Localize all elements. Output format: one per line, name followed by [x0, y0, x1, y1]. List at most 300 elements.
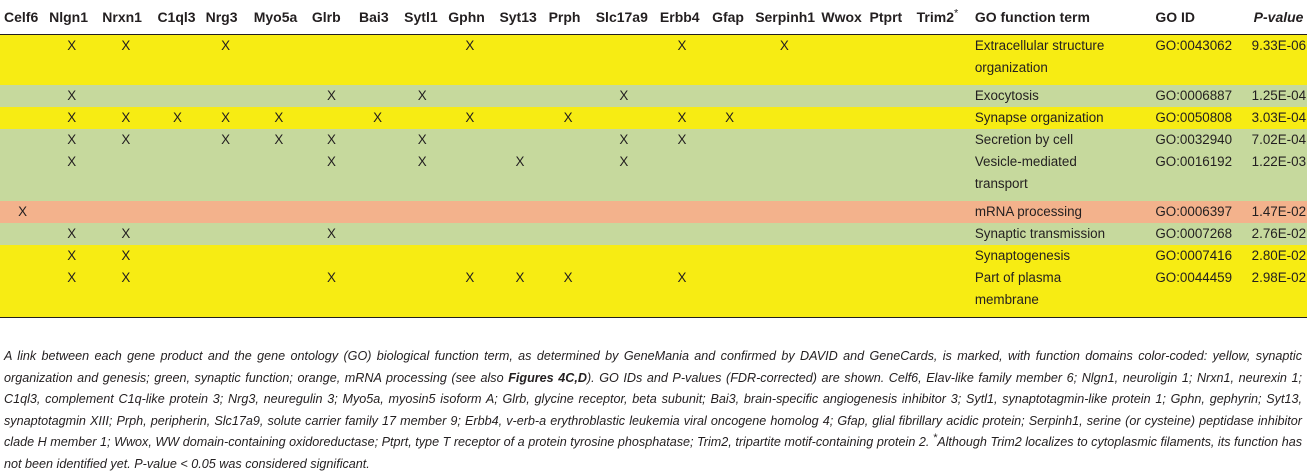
cell-myo5a [250, 223, 308, 245]
cell-bai3 [355, 245, 400, 267]
link-mark: X [67, 248, 77, 263]
caption-text-3: Although Trim2 localizes to cytoplasmic filaments, its function has not been identified yet. P-value < 0.05 was considered significant. [4, 435, 1303, 471]
link-mark: X [417, 132, 427, 147]
link-mark: X [221, 38, 231, 53]
cell-myo5a [250, 35, 308, 86]
gene-header-syt13 [495, 0, 544, 35]
link-mark: X [67, 154, 77, 169]
link-mark: X [67, 226, 77, 241]
cell-slc17a9 [592, 267, 656, 318]
cell-serpinh1 [751, 223, 817, 245]
cell-myo5a [250, 129, 308, 151]
cell-trim2 [913, 201, 971, 223]
cell-trim2 [913, 245, 971, 267]
cell-sytl1 [400, 129, 444, 151]
gene-header-glrb [308, 0, 355, 35]
go-term-cell [971, 151, 1152, 201]
link-mark: X [326, 154, 336, 169]
cell-nrg3 [202, 267, 250, 318]
cell-prph [545, 223, 592, 245]
cell-nlgn1 [45, 107, 98, 129]
cell-gfap [708, 245, 751, 267]
cell-nrg3 [202, 35, 250, 86]
link-mark: X [779, 38, 789, 53]
cell-syt13 [495, 85, 544, 107]
cell-trim2 [913, 267, 971, 318]
go-term-line: Secretion by cell [974, 132, 1074, 147]
cell-serpinh1 [751, 35, 817, 86]
cell-bai3 [355, 223, 400, 245]
cell-wwox [817, 35, 865, 86]
link-mark: X [18, 204, 28, 219]
cell-bai3 [355, 267, 400, 318]
cell-gphn [444, 201, 495, 223]
cell-bai3 [355, 35, 400, 86]
go-id-cell: GO:0032940 [1151, 129, 1249, 151]
gene-header-serpinh1 [751, 0, 817, 35]
link-mark: X [67, 270, 77, 285]
pvalue-cell: 1.47E-02 [1250, 201, 1307, 223]
cell-gphn [444, 129, 495, 151]
pvalue-cell: 7.02E-04 [1250, 129, 1307, 151]
cell-nrxn1 [98, 245, 153, 267]
cell-sytl1 [400, 35, 444, 86]
go-term-cell [971, 107, 1152, 129]
gene-label: Myo5a [253, 9, 298, 25]
cell-myo5a [250, 107, 308, 129]
cell-ptprt [866, 267, 913, 318]
trim2-footnote-mark: * [954, 7, 959, 20]
cell-glrb [308, 151, 355, 201]
go-term-line: Synaptic transmission [974, 226, 1106, 241]
link-mark: X [121, 132, 131, 147]
table-caption [4, 346, 1302, 475]
link-mark: X [121, 248, 131, 263]
cell-serpinh1 [751, 267, 817, 318]
cell-bai3 [355, 107, 400, 129]
cell-glrb [308, 129, 355, 151]
cell-sytl1 [400, 267, 444, 318]
cell-celf6 [0, 85, 45, 107]
pvalue-header: P-value [1253, 9, 1304, 25]
gene-header-sytl1 [400, 0, 444, 35]
gene-header-trim2 [913, 0, 971, 35]
pvalue-cell: 2.76E-02 [1250, 223, 1307, 245]
cell-c1ql3 [153, 151, 201, 201]
go-term-cell [971, 85, 1152, 107]
cell-sytl1 [400, 107, 444, 129]
cell-c1ql3 [153, 201, 201, 223]
cell-celf6 [0, 267, 45, 318]
cell-gphn [444, 35, 495, 86]
cell-nlgn1 [45, 151, 98, 201]
cell-nlgn1 [45, 267, 98, 318]
link-mark: X [677, 132, 687, 147]
link-mark: X [326, 270, 336, 285]
footnote-mark: * [932, 431, 938, 444]
link-mark: X [121, 110, 131, 125]
cell-erbb4 [656, 267, 708, 318]
cell-glrb [308, 35, 355, 86]
link-mark: X [417, 154, 427, 169]
go-id-cell: GO:0016192 [1151, 151, 1249, 201]
go-term-line: Synaptogenesis [974, 248, 1071, 263]
cell-serpinh1 [751, 129, 817, 151]
link-mark: X [417, 88, 427, 103]
go-id-header: GO ID [1155, 9, 1196, 25]
cell-nlgn1 [45, 245, 98, 267]
cell-nlgn1 [45, 85, 98, 107]
link-mark: X [274, 132, 284, 147]
caption-text-2: ). GO IDs and P-values (FDR-corrected) are shown. Celf6, Elav-like family member 6; Nlgn1, neuroligin 1; Nrxn1, neurexin 1; C1ql3, complement C1q-like protein 3; Nrg3, neuregulin 3; Myo5a, myosin5 isoform A; Glrb, glycine receptor, beta subunit; Bai3, brain-specific angiogenesis inhibitor 3; Sytl1, synaptotagmin-like protein 1; Gphn, gephyrin; Syt13, synaptotagmin XIII; Prph, peripherin, Slc17a9, solute carrier family 17 member 9; Erbb4, v-erb-a erythroblastic leukemia viral oncogene homolog 4; Gfap, glial fibrillary acidic protein; Serpinh1, serine (or cysteine) peptidase inhibitor clade H member 1; Wwox, WW domain-containing oxidoreductase; Ptprt, type T receptor of a protein tyrosine phosphatase; Trim2, tripartite motif-containing protein 2. [4, 370, 1303, 449]
cell-nrg3 [202, 107, 250, 129]
gene-header-wwox [817, 0, 865, 35]
cell-bai3 [355, 201, 400, 223]
cell-erbb4 [656, 35, 708, 86]
cell-serpinh1 [751, 85, 817, 107]
cell-prph [545, 201, 592, 223]
cell-nlgn1 [45, 35, 98, 86]
cell-prph [545, 245, 592, 267]
cell-nrxn1 [98, 129, 153, 151]
cell-gfap [708, 85, 751, 107]
cell-prph [545, 129, 592, 151]
cell-trim2 [913, 151, 971, 201]
cell-nlgn1 [45, 223, 98, 245]
cell-trim2 [913, 35, 971, 86]
cell-prph [545, 85, 592, 107]
cell-nrxn1 [98, 201, 153, 223]
cell-celf6 [0, 151, 45, 201]
cell-celf6 [0, 223, 45, 245]
cell-serpinh1 [751, 151, 817, 201]
cell-erbb4 [656, 201, 708, 223]
cell-myo5a [250, 267, 308, 318]
gene-label: C1ql3 [157, 9, 196, 25]
cell-wwox [817, 245, 865, 267]
cell-trim2 [913, 129, 971, 151]
cell-myo5a [250, 201, 308, 223]
link-mark: X [563, 110, 573, 125]
cell-c1ql3 [153, 245, 201, 267]
cell-erbb4 [656, 129, 708, 151]
cell-gphn [444, 85, 495, 107]
cell-syt13 [495, 151, 544, 201]
go-term-cell [971, 223, 1152, 245]
cell-prph [545, 267, 592, 318]
gene-label: Ptprt [869, 9, 903, 25]
cell-ptprt [866, 35, 913, 86]
cell-ptprt [866, 223, 913, 245]
cell-trim2 [913, 85, 971, 107]
gene-label: Gphn [448, 9, 485, 25]
table-row [0, 85, 1307, 107]
link-mark: X [465, 38, 475, 53]
cell-prph [545, 151, 592, 201]
link-mark: X [121, 270, 131, 285]
gene-label: Nrxn1 [102, 9, 142, 25]
gene-header-bai3 [355, 0, 400, 35]
cell-serpinh1 [751, 201, 817, 223]
cell-wwox [817, 267, 865, 318]
cell-syt13 [495, 107, 544, 129]
table-row [0, 267, 1307, 318]
go-term-line: Exocytosis [974, 88, 1039, 103]
link-mark: X [619, 88, 629, 103]
cell-slc17a9 [592, 245, 656, 267]
go-term-cell [971, 267, 1152, 318]
link-mark: X [221, 132, 231, 147]
pvalue-cell: 1.22E-03 [1250, 151, 1307, 201]
pvalue-cell: 3.03E-04 [1250, 107, 1307, 129]
cell-gfap [708, 107, 751, 129]
cell-c1ql3 [153, 107, 201, 129]
cell-wwox [817, 85, 865, 107]
table-row [0, 107, 1307, 129]
gene-label: Celf6 [4, 9, 39, 25]
link-mark: X [515, 154, 525, 169]
gene-label: Nlgn1 [49, 9, 89, 25]
cell-sytl1 [400, 245, 444, 267]
cell-myo5a [250, 151, 308, 201]
gene-header-nrxn1 [98, 0, 153, 35]
cell-c1ql3 [153, 129, 201, 151]
gene-header-celf6 [0, 0, 45, 35]
go-term-line: membrane [974, 292, 1039, 307]
go-id-cell: GO:0044459 [1151, 267, 1249, 318]
gene-header-ptprt [866, 0, 913, 35]
link-mark: X [326, 132, 336, 147]
cell-prph [545, 35, 592, 86]
pvalue-cell: 2.80E-02 [1250, 245, 1307, 267]
go-term-line: Part of plasma [974, 270, 1062, 285]
cell-syt13 [495, 35, 544, 86]
cell-slc17a9 [592, 107, 656, 129]
caption-text-1: A link between each gene product and the gene ontology (GO) biological function term, as determined by GeneMania and confirmed by DAVID and GeneCards, is marked, with function domains color-coded: yellow, synaptic organization and genesis; green, synaptic function; orange, mRNA processing (see also [4, 349, 1302, 385]
cell-erbb4 [656, 151, 708, 201]
cell-wwox [817, 223, 865, 245]
cell-slc17a9 [592, 85, 656, 107]
cell-gphn [444, 151, 495, 201]
go-term-cell [971, 201, 1152, 223]
go-id-cell: GO:0006887 [1151, 85, 1249, 107]
cell-gfap [708, 129, 751, 151]
cell-c1ql3 [153, 267, 201, 318]
cell-wwox [817, 201, 865, 223]
cell-nrg3 [202, 245, 250, 267]
cell-nrg3 [202, 151, 250, 201]
gene-header-prph [545, 0, 592, 35]
gene-header-gfap [708, 0, 751, 35]
cell-erbb4 [656, 245, 708, 267]
gene-header-erbb4 [656, 0, 708, 35]
table-row [0, 201, 1307, 223]
cell-gfap [708, 35, 751, 86]
link-mark: X [465, 110, 475, 125]
link-mark: X [121, 226, 131, 241]
link-mark: X [173, 110, 182, 125]
gene-label: Bai3 [359, 9, 389, 25]
link-mark: X [373, 110, 383, 125]
cell-slc17a9 [592, 35, 656, 86]
go-term-line: Vesicle-mediated [974, 154, 1077, 169]
cell-celf6 [0, 201, 45, 223]
go-term-cell [971, 35, 1152, 86]
cell-nrxn1 [98, 267, 153, 318]
figure-reference: Figures 4C,D [508, 370, 587, 385]
gene-header-nlgn1 [45, 0, 98, 35]
go-term-line: Synapse organization [974, 110, 1104, 125]
cell-sytl1 [400, 223, 444, 245]
cell-sytl1 [400, 201, 444, 223]
gene-label: Trim2 [916, 9, 955, 25]
cell-ptprt [866, 129, 913, 151]
link-mark: X [67, 110, 77, 125]
go-id-cell: GO:0007416 [1151, 245, 1249, 267]
link-mark: X [221, 110, 231, 125]
cell-nlgn1 [45, 201, 98, 223]
go-term-line: mRNA processing [974, 204, 1082, 219]
cell-glrb [308, 201, 355, 223]
cell-wwox [817, 151, 865, 201]
table-row [0, 129, 1307, 151]
cell-nrxn1 [98, 107, 153, 129]
link-mark: X [619, 154, 629, 169]
link-mark: X [121, 38, 131, 53]
cell-syt13 [495, 129, 544, 151]
link-mark: X [725, 110, 735, 125]
cell-ptprt [866, 85, 913, 107]
cell-trim2 [913, 107, 971, 129]
link-mark: X [619, 132, 629, 147]
gene-label: Glrb [311, 9, 341, 25]
cell-glrb [308, 107, 355, 129]
cell-nrg3 [202, 223, 250, 245]
cell-erbb4 [656, 223, 708, 245]
cell-glrb [308, 85, 355, 107]
cell-c1ql3 [153, 35, 201, 86]
link-mark: X [67, 132, 77, 147]
cell-glrb [308, 223, 355, 245]
link-mark: X [67, 38, 77, 53]
cell-erbb4 [656, 85, 708, 107]
cell-slc17a9 [592, 201, 656, 223]
link-mark: X [677, 110, 687, 125]
go-id-cell: GO:0050808 [1151, 107, 1249, 129]
cell-ptprt [866, 151, 913, 201]
go-term-line: organization [974, 60, 1048, 75]
pvalue-cell: 1.25E-04 [1250, 85, 1307, 107]
cell-c1ql3 [153, 223, 201, 245]
pvalue-cell: 2.98E-02 [1250, 267, 1307, 318]
gene-header-nrg3 [202, 0, 250, 35]
link-mark: X [515, 270, 525, 285]
link-mark: X [67, 88, 77, 103]
gene-header-myo5a [250, 0, 308, 35]
cell-ptprt [866, 245, 913, 267]
cell-gfap [708, 267, 751, 318]
go-term-header: GO function term [974, 9, 1090, 25]
table-row [0, 223, 1307, 245]
cell-sytl1 [400, 151, 444, 201]
link-mark: X [563, 270, 573, 285]
cell-wwox [817, 129, 865, 151]
gene-label: Sytl1 [404, 9, 438, 25]
cell-nrxn1 [98, 223, 153, 245]
gene-label: Wwox [821, 9, 862, 25]
go-term-cell [971, 245, 1152, 267]
link-mark: X [465, 270, 475, 285]
cell-bai3 [355, 85, 400, 107]
cell-serpinh1 [751, 107, 817, 129]
cell-serpinh1 [751, 245, 817, 267]
gene-header-slc17a9 [592, 0, 656, 35]
gene-label: Gfap [712, 9, 744, 25]
cell-glrb [308, 245, 355, 267]
cell-ptprt [866, 201, 913, 223]
cell-nrxn1 [98, 151, 153, 201]
cell-wwox [817, 107, 865, 129]
cell-nrg3 [202, 129, 250, 151]
cell-erbb4 [656, 107, 708, 129]
go-term-line: transport [974, 176, 1028, 191]
cell-nrxn1 [98, 85, 153, 107]
gene-label: Slc17a9 [595, 9, 648, 25]
gene-label: Erbb4 [659, 9, 700, 25]
cell-gphn [444, 107, 495, 129]
header-row [0, 0, 1307, 35]
cell-myo5a [250, 85, 308, 107]
cell-c1ql3 [153, 85, 201, 107]
gene-label: Syt13 [499, 9, 537, 25]
link-mark: X [677, 38, 687, 53]
cell-slc17a9 [592, 129, 656, 151]
cell-syt13 [495, 201, 544, 223]
cell-sytl1 [400, 85, 444, 107]
cell-gphn [444, 245, 495, 267]
gene-label: Prph [548, 9, 581, 25]
go-term-cell [971, 129, 1152, 151]
go-term-line: Extracellular structure [974, 38, 1105, 53]
cell-syt13 [495, 223, 544, 245]
cell-prph [545, 107, 592, 129]
gene-label: Nrg3 [205, 9, 238, 25]
cell-celf6 [0, 129, 45, 151]
cell-nrg3 [202, 201, 250, 223]
link-mark: X [326, 88, 336, 103]
cell-trim2 [913, 223, 971, 245]
table-row [0, 151, 1307, 201]
link-mark: X [326, 226, 336, 241]
cell-myo5a [250, 245, 308, 267]
link-mark: X [677, 270, 687, 285]
cell-slc17a9 [592, 223, 656, 245]
gene-header-gphn [444, 0, 495, 35]
cell-gfap [708, 223, 751, 245]
cell-nlgn1 [45, 129, 98, 151]
cell-syt13 [495, 245, 544, 267]
cell-glrb [308, 267, 355, 318]
cell-gfap [708, 151, 751, 201]
gene-header-c1ql3 [153, 0, 201, 35]
cell-slc17a9 [592, 151, 656, 201]
go-id-cell: GO:0007268 [1151, 223, 1249, 245]
cell-nrg3 [202, 85, 250, 107]
cell-celf6 [0, 35, 45, 86]
cell-gphn [444, 223, 495, 245]
table-row [0, 245, 1307, 267]
cell-ptprt [866, 107, 913, 129]
